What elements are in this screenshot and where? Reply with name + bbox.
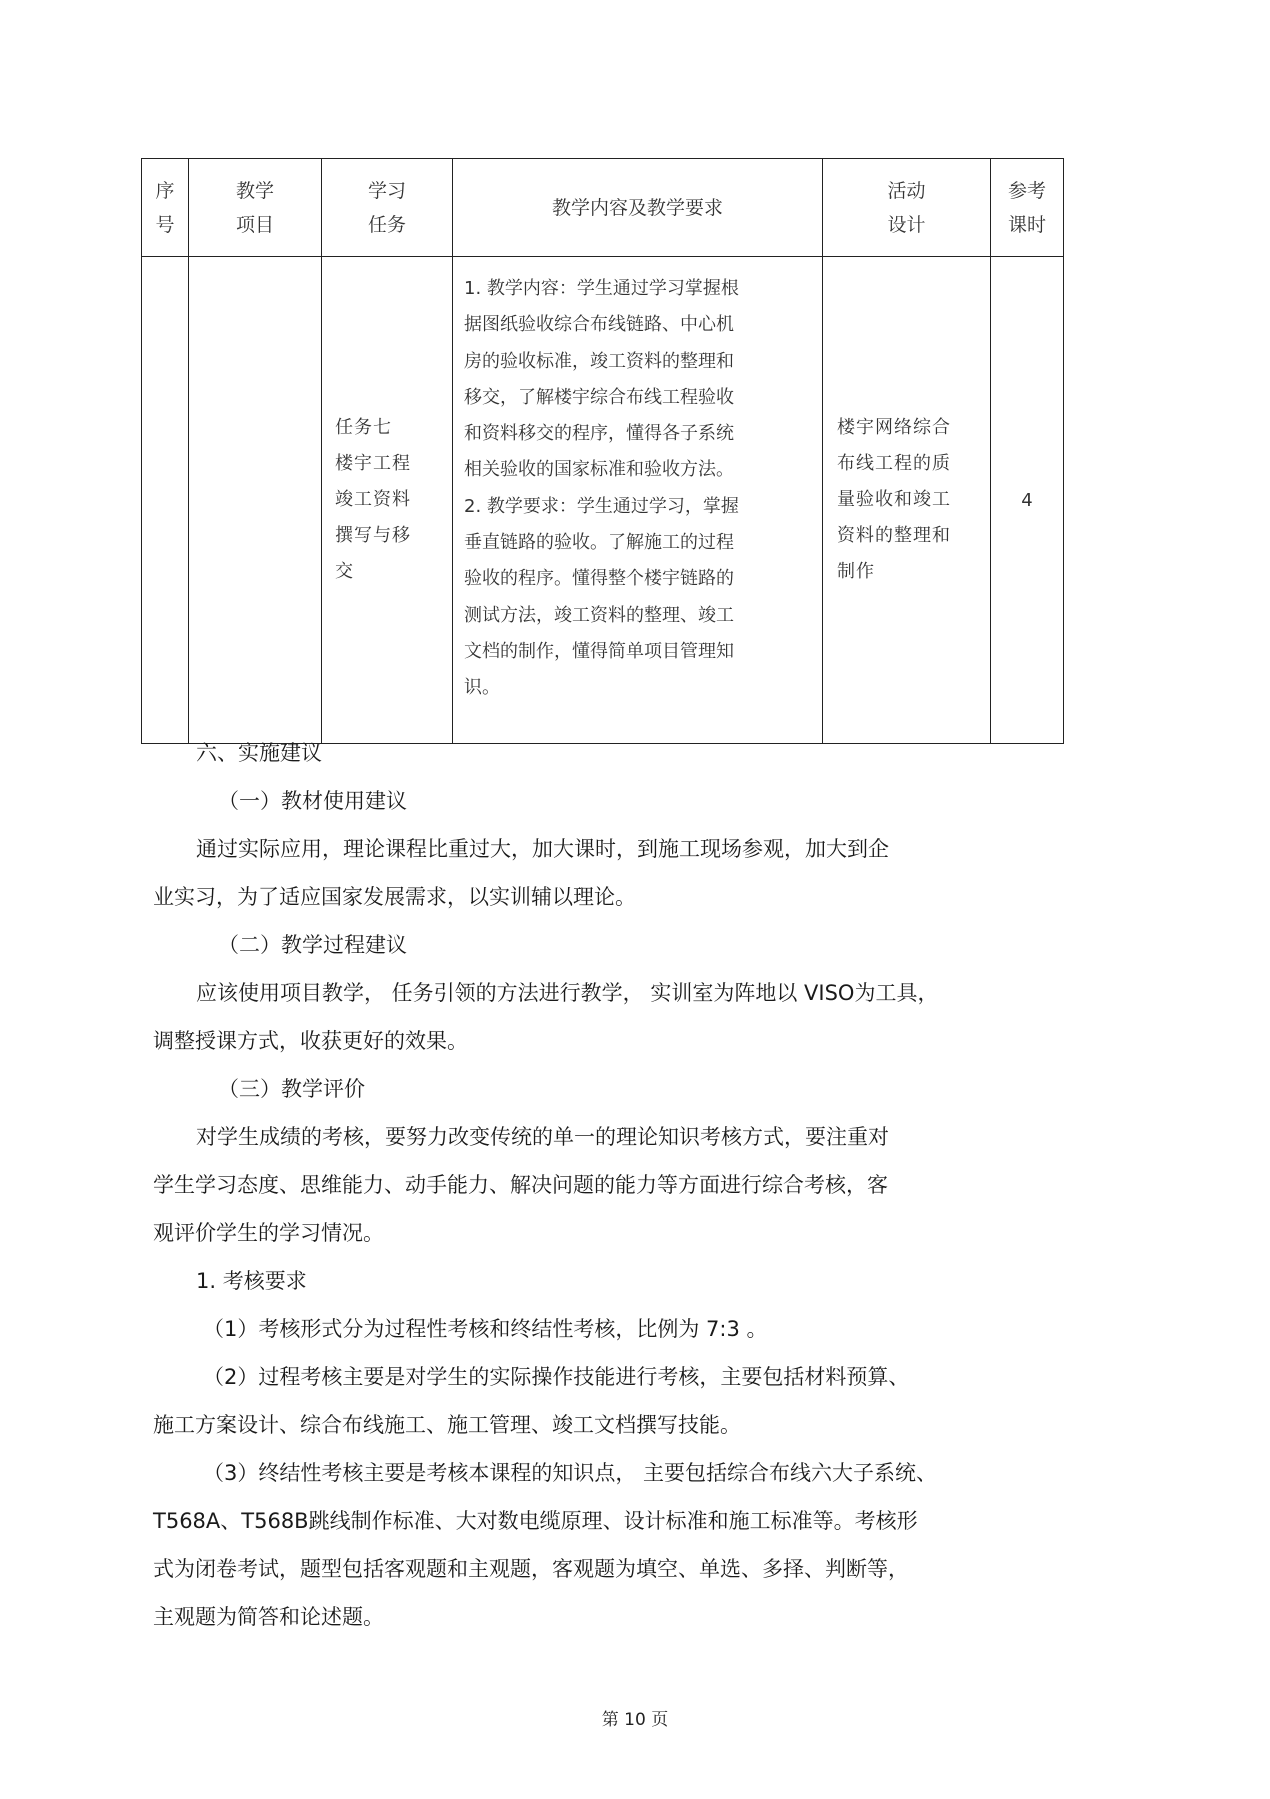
body-line: （3）终结性考核主要是考核本课程的知识点， 主要包括综合布线六大子系统、 xyxy=(203,1461,938,1485)
body-line: 调整授课方式，收获更好的效果。 xyxy=(153,1029,468,1053)
header-index: 序 号 xyxy=(142,159,189,257)
body-line: 主观题为简答和论述题。 xyxy=(153,1605,384,1629)
body-line: 业实习，为了适应国家发展需求，以实训辅以理论。 xyxy=(153,885,636,909)
body-line: 通过实际应用，理论课程比重过大，加大课时，到施工现场参观，加大到企 xyxy=(196,837,889,861)
curriculum-table xyxy=(141,158,1064,744)
body-line: 式为闭卷考试，题型包括客观题和主观题，客观题为填空、单选、多择、判断等， xyxy=(153,1557,909,1581)
header-activity: 活动 设计 xyxy=(823,159,991,257)
body-line: 施工方案设计、综合布线施工、施工管理、竣工文档撰写技能。 xyxy=(153,1413,741,1437)
body-line: T568A、T568B跳线制作标准、大对数电缆原理、设计标准和施工标准等。考核形 xyxy=(153,1509,918,1533)
table-row xyxy=(142,257,1064,744)
section-heading-implementation: 六、实施建议 xyxy=(196,741,322,765)
numbered-heading-requirements: 1. 考核要求 xyxy=(196,1269,307,1293)
subsection-heading-textbook: （一）教材使用建议 xyxy=(218,789,407,813)
body-line: 应该使用项目教学， 任务引领的方法进行教学， 实训室为阵地以 VISO为工具， xyxy=(196,981,939,1005)
subsection-heading-evaluation: （三）教学评价 xyxy=(218,1077,365,1101)
body-line: 对学生成绩的考核，要努力改变传统的单一的理论知识考核方式，要注重对 xyxy=(196,1125,889,1149)
header-project: 教学 项目 xyxy=(189,159,322,257)
hours-cell: 4 xyxy=(991,257,1064,744)
subsection-heading-teaching-process: （二）教学过程建议 xyxy=(218,933,407,957)
header-hours: 参考 课时 xyxy=(991,159,1064,257)
body-line: （1）考核形式分为过程性考核和终结性考核，比例为 7:3 。 xyxy=(203,1317,768,1341)
index-cell xyxy=(142,257,189,744)
page-number: 第 10 页 xyxy=(601,1710,669,1730)
project-cell xyxy=(189,257,322,744)
header-task: 学习 任务 xyxy=(322,159,453,257)
header-content: 教学内容及教学要求 xyxy=(453,159,823,257)
table-header-row xyxy=(142,159,1064,257)
task-cell: 任务七 楼宇工程 竣工资料 撰写与移 交 xyxy=(322,257,453,744)
body-line: 观评价学生的学习情况。 xyxy=(153,1221,384,1245)
activity-cell: 楼宇网络综合 布线工程的质 量验收和竣工 资料的整理和 制作 xyxy=(823,257,991,744)
body-line: （2）过程考核主要是对学生的实际操作技能进行考核，主要包括材料预算、 xyxy=(203,1365,910,1389)
body-line: 学生学习态度、思维能力、动手能力、解决问题的能力等方面进行综合考核，客 xyxy=(153,1173,888,1197)
content-cell: 1. 教学内容：学生通过学习掌握根 据图纸验收综合布线链路、中心机 房的验收标准，竣工资料的整理和 移交，了解楼宇综合布线工程验收 和资料移交的程序，懂得各子系统 相关验收的国家标准和验收方法。 2. 教学要求：学生通过学习，掌握 垂直链路的验收。了解施工的过程 验收的程序。懂得整个楼宇链路的 测试方法，竣工资料的整理、竣工 文档的制作，懂得简单项目管理知 识。 xyxy=(453,257,823,744)
